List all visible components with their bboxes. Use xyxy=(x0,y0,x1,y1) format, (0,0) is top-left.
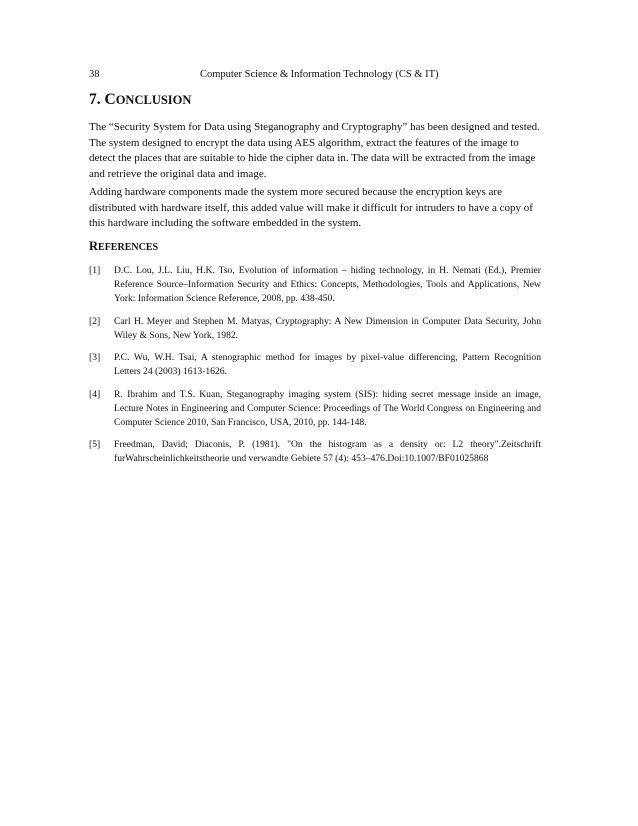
section-title-initial: C xyxy=(104,91,116,108)
reference-text: P.C. Wu, W.H. Tsai, A stenographic method for images by pixel-value differencing, Pattern Recognition Letters 24 (2003) 1613-1626. xyxy=(114,352,541,377)
reference-number: [5] xyxy=(89,439,101,450)
reference-number: [4] xyxy=(89,388,101,400)
reference-item xyxy=(89,438,541,466)
reference-text: Freedman, David; Diaconis, P. (1981). "On the histogram as a density or: L2 theory".Zeitschrift furWahrscheinlichkeitstheorie und verwandte Gebiete 57 (4): 453–476.Doi:10.1007/BF01025868 xyxy=(114,439,541,464)
references-heading xyxy=(89,239,158,254)
references-rest: EFERENCES xyxy=(98,242,159,253)
references-initial: R xyxy=(89,239,99,253)
reference-number: [2] xyxy=(89,315,101,327)
reference-text: Carl H. Meyer and Stephen M. Matyas, Cryptography: A New Dimension in Computer Data Security, John Wiley & Sons, New York, 1982. xyxy=(114,315,541,341)
reference-text: R. Ibrahim and T.S. Kuan, Steganography imaging system (SIS): hiding secret message inside an image, Lecture Notes in Engineering and Computer Science: Proceedings of The World Congress on Engineering and Computer Science 2010, San Francisco, USA, 2010, pp. 144-148. xyxy=(114,388,541,428)
section-heading xyxy=(89,91,191,109)
reference-item xyxy=(89,388,541,430)
section-number: 7. xyxy=(89,91,101,108)
reference-text: D.C. Lou, J.L. Liu, H.K. Tso, Evolution of information – hiding technology, in H. Nemati (Ed.), Premier Reference Source–Information Security and Ethics: Concepts, Methodologies, Tools and Applications, New York: Information Science Reference, 2008, pp. 438-450. xyxy=(114,265,541,304)
reference-item xyxy=(89,264,541,306)
running-header: Computer Science & Information Technology (CS & IT) xyxy=(200,69,439,80)
reference-item xyxy=(89,315,541,343)
conclusion-paragraph: The “Security System for Data using Steganography and Cryptography” has been designed and tested. The system designed to encrypt the data using AES algorithm, extract the features of the image to detect the places that are suitable to hide the cipher data in. The data will be extracted from the image and retrieve the original data and image. xyxy=(89,121,540,180)
reference-number: [1] xyxy=(89,265,101,276)
reference-item xyxy=(89,351,541,379)
reference-list xyxy=(89,264,541,475)
section-title-rest: ONCLUSION xyxy=(115,93,192,107)
reference-number: [3] xyxy=(89,352,101,363)
conclusion-paragraph: Adding hardware components made the system more secured because the encryption keys are distributed with hardware itself, this added value will make it difficult for intruders to have a copy of this hardware including the software embedded in the system. xyxy=(89,186,533,230)
page-number: 38 xyxy=(89,69,100,80)
